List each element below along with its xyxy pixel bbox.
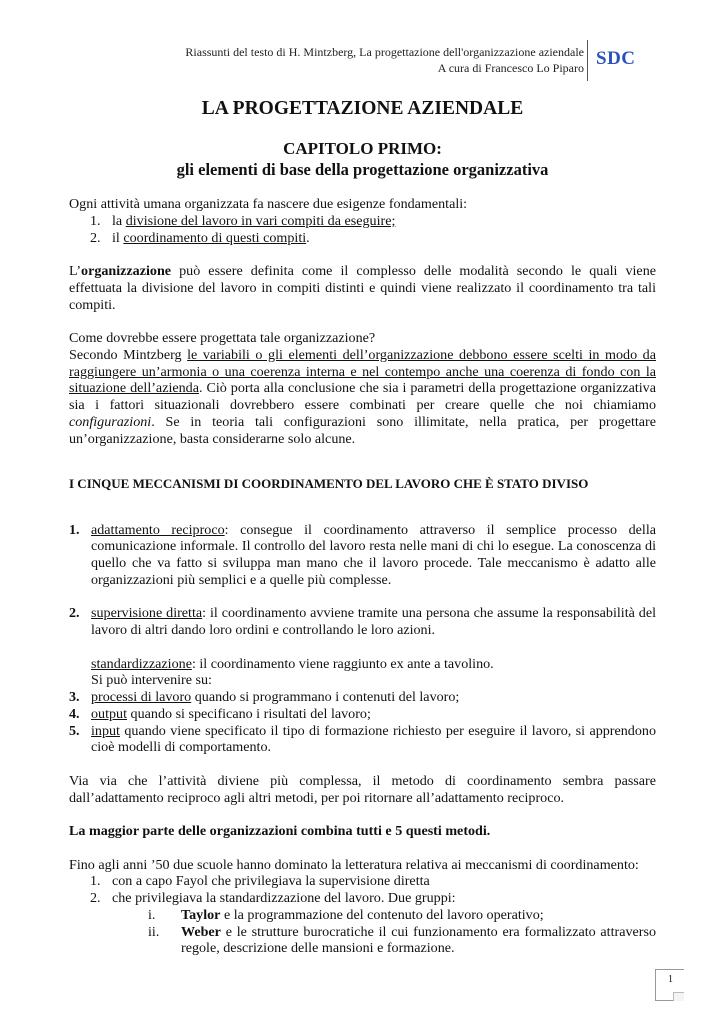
section-heading: I CINQUE MECCANISMI DI COORDINAMENTO DEL LAVORO CHE È STATO DIVISO <box>69 476 589 491</box>
underlined-text: standardizzazione <box>91 655 192 672</box>
header-line-2: A cura di Francesco Lo Piparo <box>437 61 584 75</box>
body-text <box>69 196 656 957</box>
document-title: LA PROGETTAZIONE AZIENDALE <box>201 98 524 119</box>
underlined-text: input <box>91 722 120 739</box>
underlined-text: supervisione diretta <box>91 605 203 622</box>
mechanism-item: 4. output quando si specificano i risultati del lavoro; <box>69 705 371 722</box>
underlined-text: output <box>91 705 128 722</box>
running-header <box>104 44 584 76</box>
underlined-text: processi di lavoro <box>91 689 192 705</box>
list-number: 2. <box>90 890 101 906</box>
list-number: 3. <box>69 689 80 705</box>
page-number: 1 <box>668 974 673 985</box>
intro-list <box>69 213 656 247</box>
underlined-text: divisione del lavoro in vari compiti da eseguire; <box>125 212 396 229</box>
mintzberg-paragraph: Secondo Mintzberg le variabili o gli elementi dell’organizzazione debbono essere scelti in modo da raggiungere un’armonia o una coerenza interna e nel contempo anche una coerenza di fondo con la situazione dell’azienda. Ciò porta alla conclusione che sia i parametri della progettazione organizzativa sia i fattori situazionali dovrebbero essere combinati per creare quelle che noi chiamiamo configurazioni. Se in teoria tali configurazioni sono illimitate, nella pratica, per progettare un’organizzazione, basta considerarne solo alcune. <box>69 346 656 447</box>
list-number: 1. <box>69 521 80 538</box>
list-number: ii. <box>148 923 160 940</box>
question-line: Come dovrebbe essere progettata tale organizzazione? <box>69 330 376 346</box>
standardization-intro: Si può intervenire su: <box>91 672 212 689</box>
mechanism-item: 2. supervisione diretta: il coordinamento avviene tramite una persona che assume la responsabilità del lavoro di altri dando loro ordini e controllando le loro azioni. <box>69 605 657 638</box>
list-number: i. <box>148 906 156 923</box>
sublist-item: i. Taylor e la programmazione del contenuto del lavoro operativo; <box>148 906 544 923</box>
standardization-paragraph: standardizzazione: il coordinamento viene raggiunto ex ante a tavolino. <box>91 655 494 672</box>
intro-paragraph: Ogni attività umana organizzata fa nascere due esigenze fondamentali: <box>69 196 468 212</box>
organization-definition: L’organizzazione può essere definita come il complesso delle modalità secondo le quali viene effettuata la divisione del lavoro in compiti distinti e quindi viene realizzato il coordinamento tra tali compiti. <box>69 263 656 313</box>
chapter-heading: CAPITOLO PRIMO: <box>283 139 442 158</box>
bold-term: Weber <box>181 923 221 940</box>
list-item: 2. il coordinamento di questi compiti. <box>90 229 310 246</box>
bold-term: organizzazione <box>81 263 172 279</box>
bold-statement: La maggior parte delle organizzazioni combina tutti e 5 questi metodi. <box>69 823 491 839</box>
bold-term: Taylor <box>181 906 221 923</box>
history-paragraph: Fino agli anni ’50 due scuole hanno dominato la letteratura relativa ai meccanismi di coordinamento: <box>69 856 639 873</box>
list-number: 1. <box>90 873 101 890</box>
underlined-text: le variabili o gli elementi dell’organizzazione debbono essere scelti in modo da raggiungere un’armonia o una coerenza interna e nel contempo anche una coerenza di fondo con la situazione dell’azienda <box>69 346 656 397</box>
header-divider <box>587 40 588 81</box>
underlined-text: adattamento reciproco <box>91 521 225 538</box>
italic-term: configurazioni <box>69 413 152 430</box>
sublist-item: ii. Weber e le strutture burocratiche il cui funzionamento era formalizzato attraverso regole, descrizione delle mansioni e formazione. <box>148 923 656 957</box>
list-item: 2. che privilegiava la standardizzazione del lavoro. Due gruppi: <box>90 890 456 906</box>
header-line-1: Riassunti del testo di H. Mintzberg, La progettazione dell'organizzazione aziendale <box>185 45 584 59</box>
list-number: 4. <box>69 705 80 722</box>
mechanism-item: 3. processi di lavoro quando si programmano i contenuti del lavoro; <box>69 689 460 705</box>
mechanism-item: 5. input quando viene specificato il tipo di formazione richiesto per eseguire il lavoro, si apprendono cioè modelli di comportamento. <box>69 722 656 756</box>
list-number: 2. <box>69 605 80 622</box>
list-item: 1. con a capo Fayol che privilegiava la supervisione diretta <box>90 873 430 890</box>
schools-list <box>69 873 656 907</box>
complexity-paragraph: Via via che l’attività diviene più complessa, il metodo di coordinamento sembra passare dall’adattamento reciproco agli altri metodi, per poi ritornare all’adattamento reciproco. <box>69 772 656 806</box>
mechanism-item: 1. adattamento reciproco: consegue il coordinamento attraverso il semplice processo della comunicazione informale. Il controllo del lavoro resta nelle mani di chi lo esegue. La conoscenza di quello che va fatto si sviluppa man mano che il lavoro procede. Tale meccanismo è adatto alle organizzazioni più semplici e a quelle più complesse. <box>69 521 656 588</box>
list-number: 2. <box>90 229 101 246</box>
header-logo: SDC <box>596 48 636 69</box>
chapter-subtitle: gli elementi di base della progettazione organizzativa <box>176 160 549 179</box>
list-item: 1. la divisione del lavoro in vari compiti da eseguire; <box>90 212 396 229</box>
list-number: 1. <box>90 212 101 229</box>
underlined-text: coordinamento di questi compiti <box>123 229 307 246</box>
list-number: 5. <box>69 722 80 739</box>
